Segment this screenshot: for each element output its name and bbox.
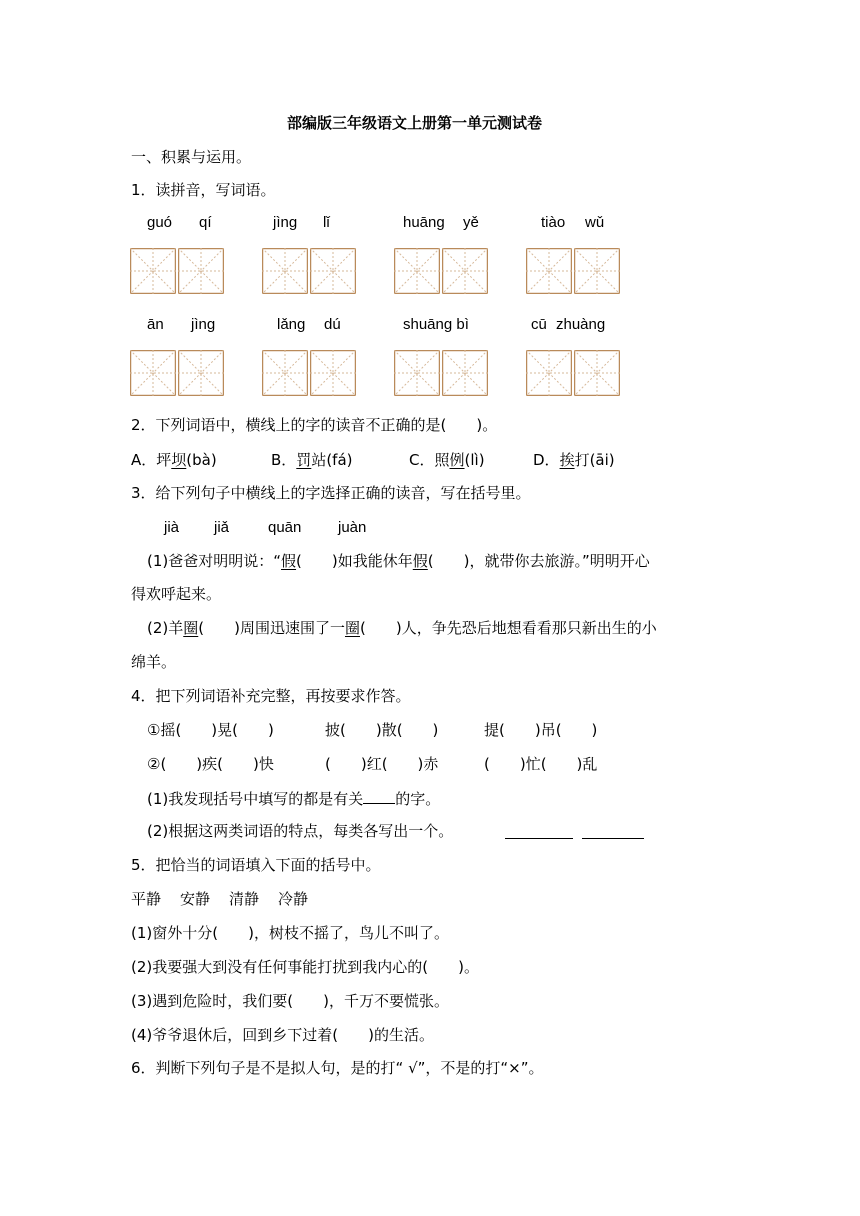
pinyin: ān (147, 316, 164, 333)
fill-blank[interactable] (505, 823, 573, 839)
text: (2)根据这两类词语的特点，每类各写出一个。 (147, 822, 454, 840)
writing-grid[interactable] (310, 248, 356, 294)
text: ( )周围迅速围了一 (198, 619, 345, 637)
sentence: (4)爷爷退休后，回到乡下过着( )的生活。 (131, 1026, 434, 1044)
word-fill[interactable]: ①摇( )晃( ) (147, 721, 274, 739)
answer-1 (147, 788, 440, 809)
underlined-char: 圈 (344, 619, 360, 637)
option-b[interactable] (271, 450, 353, 470)
writing-grid[interactable] (526, 248, 572, 294)
pinyin-choice: jià (164, 519, 180, 536)
underlined-char: 圈 (183, 619, 199, 637)
text: ( )如我能休年 (296, 552, 413, 570)
writing-grid[interactable] (178, 350, 224, 396)
pinyin-choice: jiǎ (214, 519, 230, 536)
pinyin: tiào (541, 214, 566, 231)
word: 平静 (131, 890, 162, 908)
word: 冷静 (278, 890, 309, 908)
fill-blank[interactable] (582, 823, 644, 839)
word-fill[interactable]: ②( )疾( )快 (147, 755, 274, 773)
text: (1)我发现括号中填写的都是有关 (147, 790, 364, 808)
pinyin: shuāng bì (403, 316, 469, 333)
sentence-2-cont: 绵羊。 (131, 653, 177, 671)
option-text: (lì) (464, 451, 485, 469)
option-letter: D． (533, 451, 560, 469)
writing-grid[interactable] (526, 350, 572, 396)
word-bank (131, 889, 308, 909)
text: (1)爸爸对明明说：“ (147, 552, 282, 570)
option-a[interactable] (131, 450, 217, 470)
question-3-stem: 3．给下列句子中横线上的字选择正确的读音，写在括号里。 (131, 484, 531, 502)
pinyin: jìng (191, 316, 216, 333)
writing-grid[interactable] (310, 350, 356, 396)
pinyin: dú (324, 316, 341, 333)
sentence-1 (147, 551, 650, 571)
writing-grid[interactable] (574, 350, 620, 396)
underlined-char: 坝 (171, 451, 187, 469)
writing-grid[interactable] (394, 350, 440, 396)
underlined-char: 假 (281, 552, 297, 570)
pinyin: yě (463, 214, 479, 231)
underlined-char: 罚 (296, 451, 312, 469)
pinyin: jìng (273, 214, 298, 231)
writing-grid[interactable] (394, 248, 440, 294)
option-letter: C． (409, 451, 435, 469)
word-fill[interactable]: ( )红( )赤 (325, 755, 439, 773)
underlined-char: 例 (449, 451, 465, 469)
sentence: (1)窗外十分( )，树枝不摇了，鸟儿不叫了。 (131, 924, 449, 942)
pinyin: lǐ (323, 214, 330, 231)
pinyin: huāng (403, 214, 445, 231)
text: ( )人，争先恐后地想看看那只新出生的小 (360, 619, 657, 637)
word: 安静 (180, 890, 211, 908)
pinyin: qí (199, 214, 212, 231)
text: ( )，就带你去旅游。”明明开心 (427, 552, 650, 570)
pinyin-choice: juàn (338, 519, 367, 536)
option-d[interactable] (533, 450, 615, 470)
word: 清静 (229, 890, 260, 908)
pinyin-choice: quān (268, 519, 302, 536)
underlined-char: 假 (412, 552, 428, 570)
sentence: (2)我要强大到没有任何事能打扰到我内心的( )。 (131, 958, 479, 976)
pinyin: cū (531, 316, 547, 333)
option-c[interactable] (409, 450, 485, 470)
word-fill[interactable]: 披( )散( ) (325, 721, 439, 739)
word-fill[interactable]: 提( )吊( ) (484, 721, 598, 739)
section-heading: 一、积累与运用。 (131, 148, 252, 166)
writing-grid[interactable] (130, 248, 176, 294)
question-2-stem: 2．下列词语中，横线上的字的读音不正确的是( )。 (131, 416, 498, 434)
page-title: 部编版三年级语文上册第一单元测试卷 (287, 114, 543, 132)
writing-grid[interactable] (178, 248, 224, 294)
question-6-stem: 6．判断下列句子是不是拟人句，是的打“ √”，不是的打“×”。 (131, 1059, 544, 1077)
option-text: (bà) (186, 451, 217, 469)
pinyin: wǔ (585, 214, 605, 231)
question-5-stem: 5．把恰当的词语填入下面的括号中。 (131, 856, 381, 874)
pinyin: zhuàng (556, 316, 606, 333)
option-text: 打(āi) (574, 451, 615, 469)
underlined-char: 挨 (559, 451, 575, 469)
fill-blank[interactable] (363, 788, 395, 804)
option-text: 站(fá) (311, 451, 353, 469)
option-letter: B． (271, 451, 297, 469)
question-4-stem: 4．把下列词语补充完整，再按要求作答。 (131, 687, 411, 705)
sentence-2 (147, 618, 657, 638)
writing-grid[interactable] (574, 248, 620, 294)
writing-grid[interactable] (262, 248, 308, 294)
text: (2)羊 (147, 619, 184, 637)
option-text: 坪 (156, 451, 172, 469)
writing-grid[interactable] (442, 350, 488, 396)
writing-grid[interactable] (130, 350, 176, 396)
pinyin: guó (147, 214, 173, 231)
option-letter: A． (131, 451, 157, 469)
question-1-stem: 1．读拼音，写词语。 (131, 181, 276, 199)
option-text: 照 (434, 451, 450, 469)
sentence-1-cont: 得欢呼起来。 (131, 585, 222, 603)
pinyin: lǎng (277, 316, 306, 333)
text: 的字。 (395, 790, 441, 808)
writing-grid[interactable] (442, 248, 488, 294)
writing-grid[interactable] (262, 350, 308, 396)
word-fill[interactable]: ( )忙( )乱 (484, 755, 598, 773)
answer-2 (147, 821, 453, 841)
sentence: (3)遇到危险时，我们要( )，千万不要慌张。 (131, 992, 449, 1010)
